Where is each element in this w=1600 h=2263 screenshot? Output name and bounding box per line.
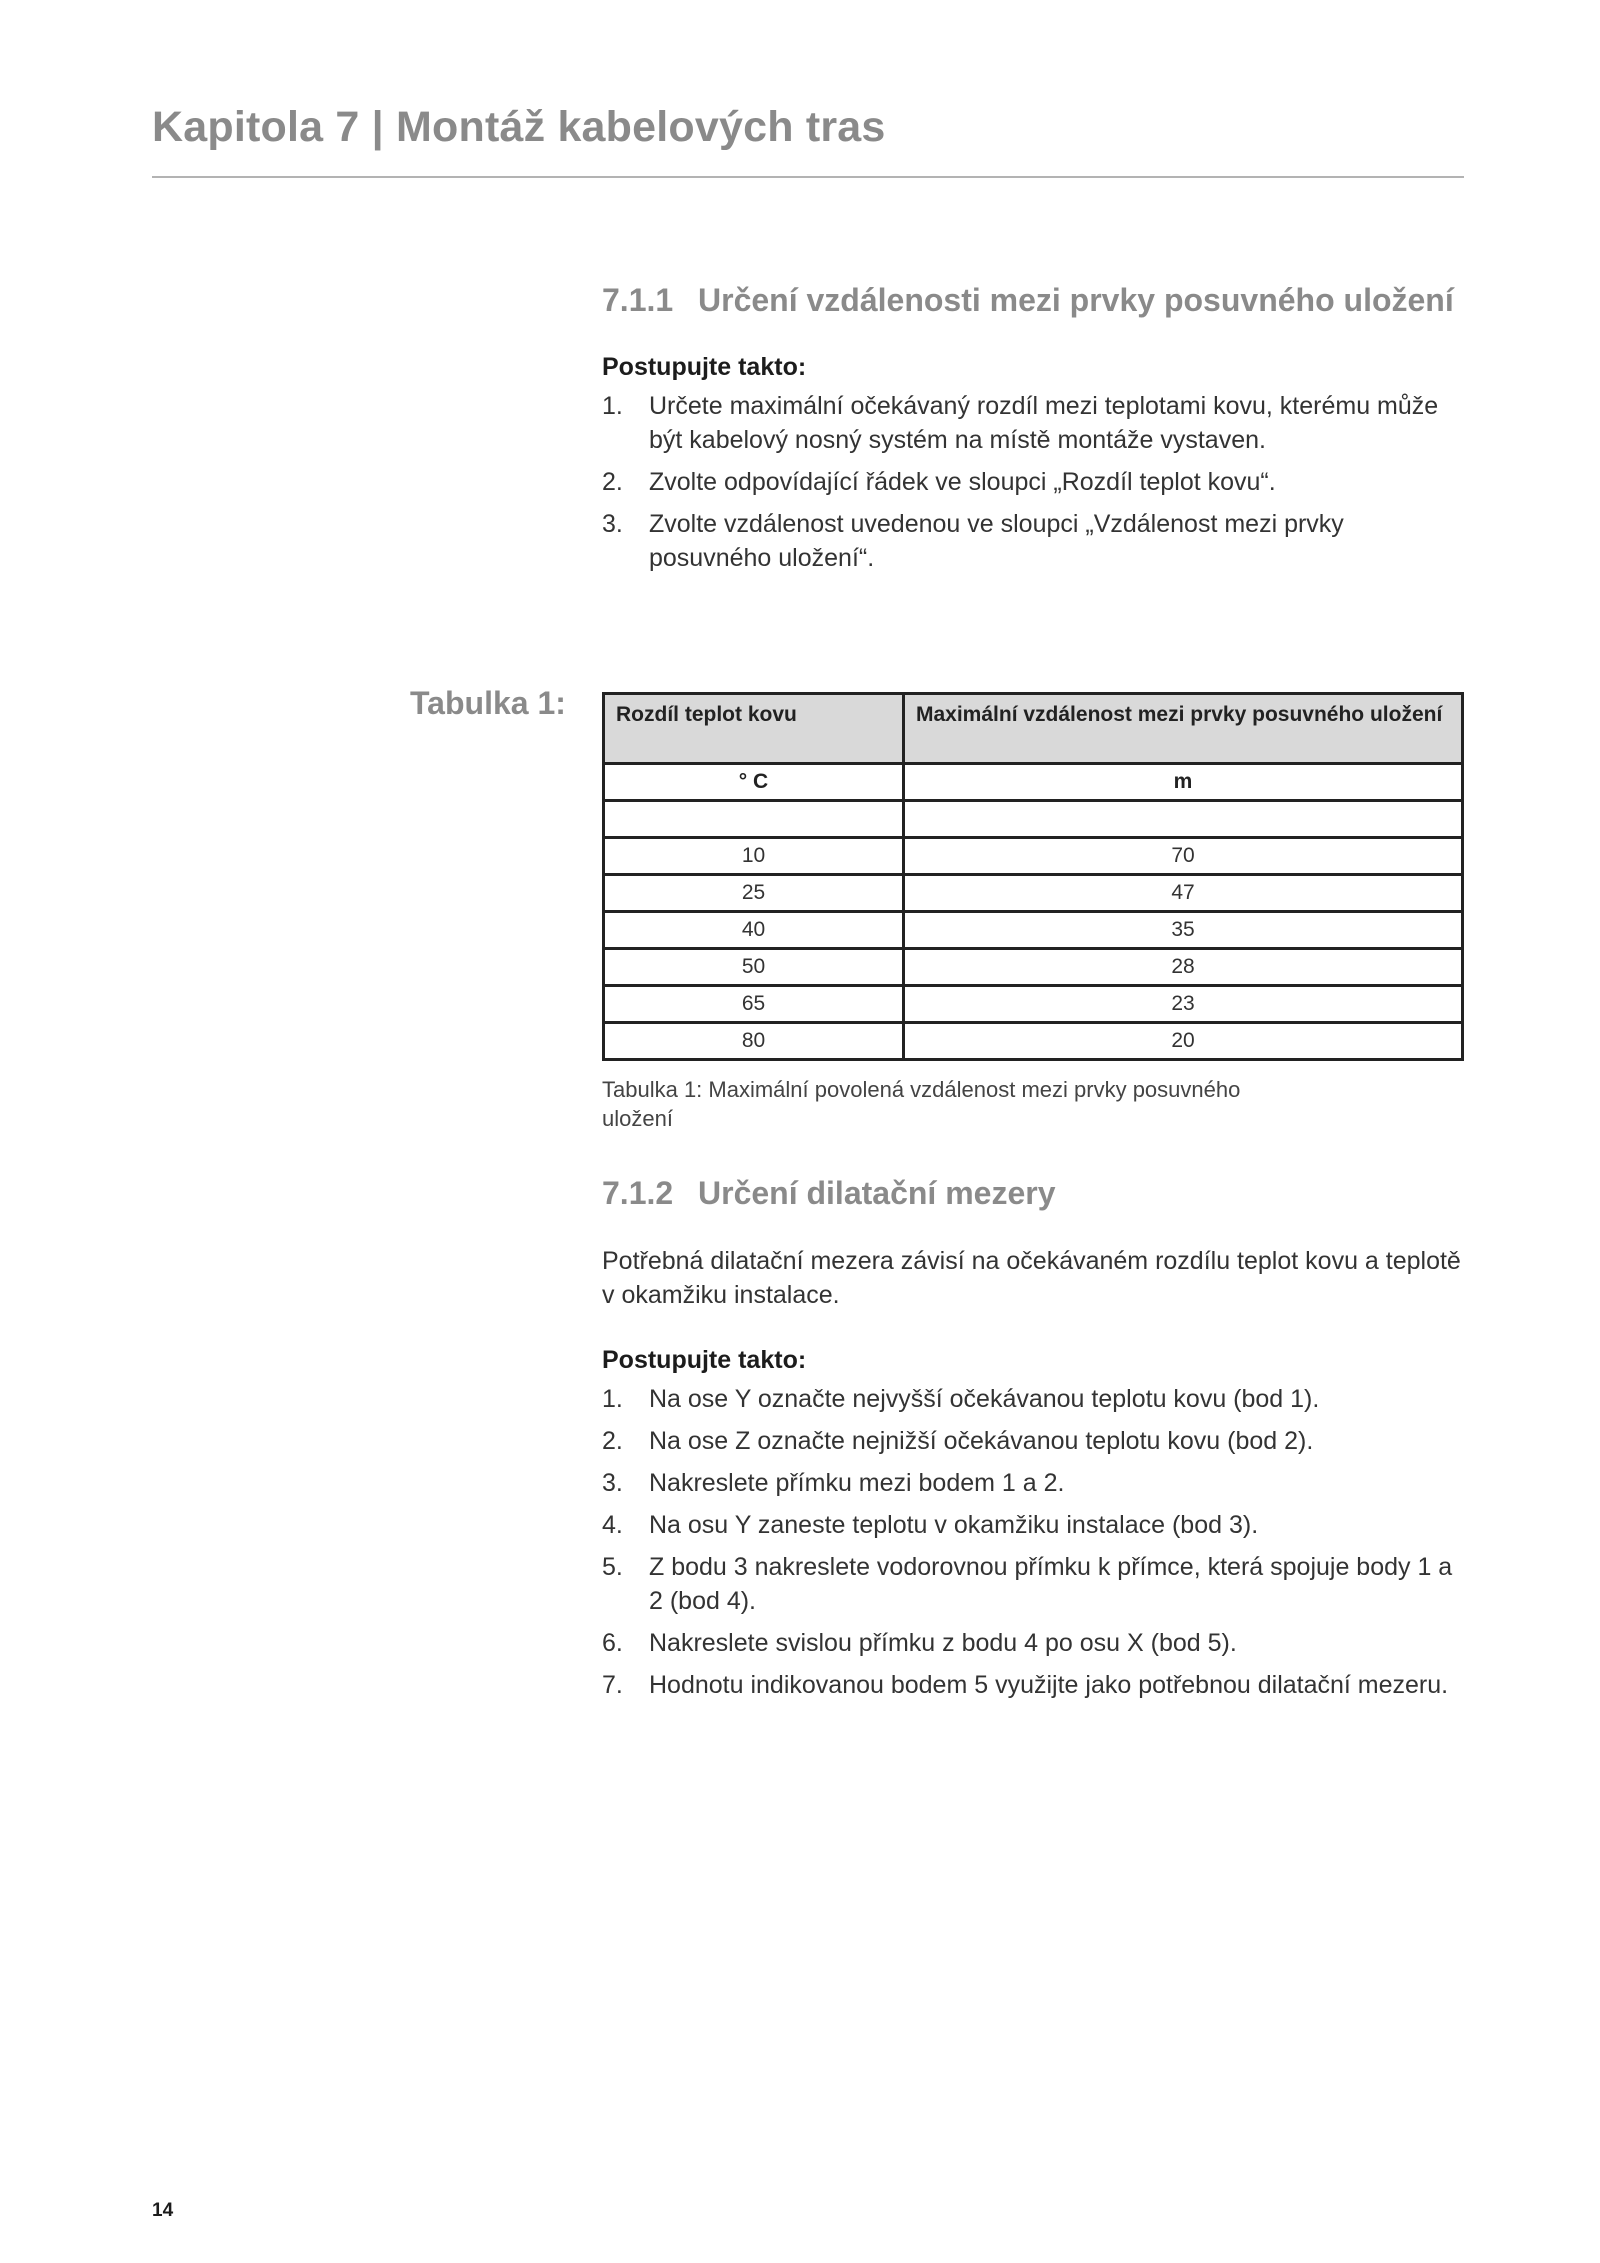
table-unit-cell: ° C xyxy=(604,764,904,801)
step-item xyxy=(602,465,1464,499)
table-row xyxy=(604,838,1463,875)
section-711-title: Určení vzdálenosti mezi prvky posuvného uložení xyxy=(698,282,1454,318)
table-row xyxy=(604,986,1463,1023)
step-text: Na ose Y označte nejvyšší očekávanou teplotu kovu (bod 1). xyxy=(649,1385,1320,1413)
section-711-number: 7.1.1 xyxy=(602,282,674,318)
step-number: 1. xyxy=(602,1385,623,1413)
step-number: 5. xyxy=(602,1553,623,1581)
table-header-row xyxy=(604,694,1463,764)
table-cell: 20 xyxy=(904,1023,1463,1060)
chapter-title: Kapitola 7 | Montáž kabelových tras xyxy=(152,103,886,151)
section-712 xyxy=(602,1175,1464,1710)
table-cell: 47 xyxy=(904,875,1463,912)
header-divider xyxy=(152,176,1464,178)
step-item xyxy=(602,1626,1464,1660)
table-cell: 50 xyxy=(604,949,904,986)
table-cell: 23 xyxy=(904,986,1463,1023)
table-cell: 35 xyxy=(904,912,1463,949)
step-item xyxy=(602,1466,1464,1500)
step-item xyxy=(602,389,1464,457)
step-text: Z bodu 3 nakreslete vodorovnou přímku k přímce, která spojuje body 1 a 2 (bod 4). xyxy=(649,1553,1453,1615)
section-712-heading xyxy=(602,1175,1464,1212)
table-unit-cell: m xyxy=(904,764,1463,801)
section-711 xyxy=(602,282,1464,583)
step-number: 3. xyxy=(602,510,623,538)
table-header-temp-diff: Rozdíl teplot kovu xyxy=(604,694,904,764)
step-number: 2. xyxy=(602,468,623,496)
table-cell: 10 xyxy=(604,838,904,875)
table-cell: 28 xyxy=(904,949,1463,986)
section-712-intro: Potřebná dilatační mezera závisí na očekávaném rozdílu teplot kovu a teplotě v okamžiku instalace. xyxy=(602,1247,1461,1309)
step-text: Určete maximální očekávaný rozdíl mezi teplotami kovu, kterému může být kabelový nosný systém na místě montáže vystaven. xyxy=(649,392,1439,454)
table-blank-row xyxy=(604,801,1463,838)
step-text: Hodnotu indikovanou bodem 5 využijte jako potřebnou dilatační mezeru. xyxy=(649,1671,1449,1699)
step-number: 1. xyxy=(602,392,623,420)
table-row xyxy=(604,875,1463,912)
page-number: 14 xyxy=(152,2200,174,2221)
step-text: Na osu Y zaneste teplotu v okamžiku instalace (bod 3). xyxy=(649,1511,1259,1539)
section-712-title: Určení dilatační mezery xyxy=(698,1175,1056,1211)
step-number: 7. xyxy=(602,1671,623,1699)
step-item xyxy=(602,1382,1464,1416)
table-cell: 70 xyxy=(904,838,1463,875)
step-number: 4. xyxy=(602,1511,623,1539)
step-item xyxy=(602,1508,1464,1542)
step-item xyxy=(602,507,1464,575)
step-item xyxy=(602,1550,1464,1618)
step-text: Na ose Z označte nejnižší očekávanou teplotu kovu (bod 2). xyxy=(649,1427,1314,1455)
table-cell xyxy=(604,801,904,838)
table-unit-row xyxy=(604,764,1463,801)
step-number: 2. xyxy=(602,1427,623,1455)
step-text: Nakreslete svislou přímku z bodu 4 po osu X (bod 5). xyxy=(649,1629,1237,1657)
step-number: 3. xyxy=(602,1469,623,1497)
step-number: 6. xyxy=(602,1629,623,1657)
section-711-steps xyxy=(602,389,1464,575)
section-712-lead: Postupujte takto: xyxy=(602,1346,807,1374)
table-label: Tabulka 1: xyxy=(410,685,566,721)
table-cell: 40 xyxy=(604,912,904,949)
section-711-heading xyxy=(602,282,1464,319)
section-712-number: 7.1.2 xyxy=(602,1175,674,1211)
table-caption: Tabulka 1: Maximální povolená vzdálenost mezi prvky posuvného uložení xyxy=(602,1077,1241,1131)
table-row xyxy=(604,1023,1463,1060)
table-row xyxy=(604,949,1463,986)
table-cell: 65 xyxy=(604,986,904,1023)
step-item xyxy=(602,1424,1464,1458)
table-row xyxy=(604,912,1463,949)
table-cell: 80 xyxy=(604,1023,904,1060)
step-text: Zvolte odpovídající řádek ve sloupci „Rozdíl teplot kovu“. xyxy=(649,468,1276,496)
section-712-steps xyxy=(602,1382,1464,1702)
step-text: Zvolte vzdálenost uvedenou ve sloupci „Vzdálenost mezi prvky posuvného uložení“. xyxy=(649,510,1344,572)
table-header-max-distance: Maximální vzdálenost mezi prvky posuvného uložení xyxy=(904,694,1463,764)
distance-table xyxy=(602,692,1464,1061)
table-cell xyxy=(904,801,1463,838)
table-cell: 25 xyxy=(604,875,904,912)
step-item xyxy=(602,1668,1464,1702)
step-text: Nakreslete přímku mezi bodem 1 a 2. xyxy=(649,1469,1065,1497)
section-711-lead: Postupujte takto: xyxy=(602,353,807,381)
